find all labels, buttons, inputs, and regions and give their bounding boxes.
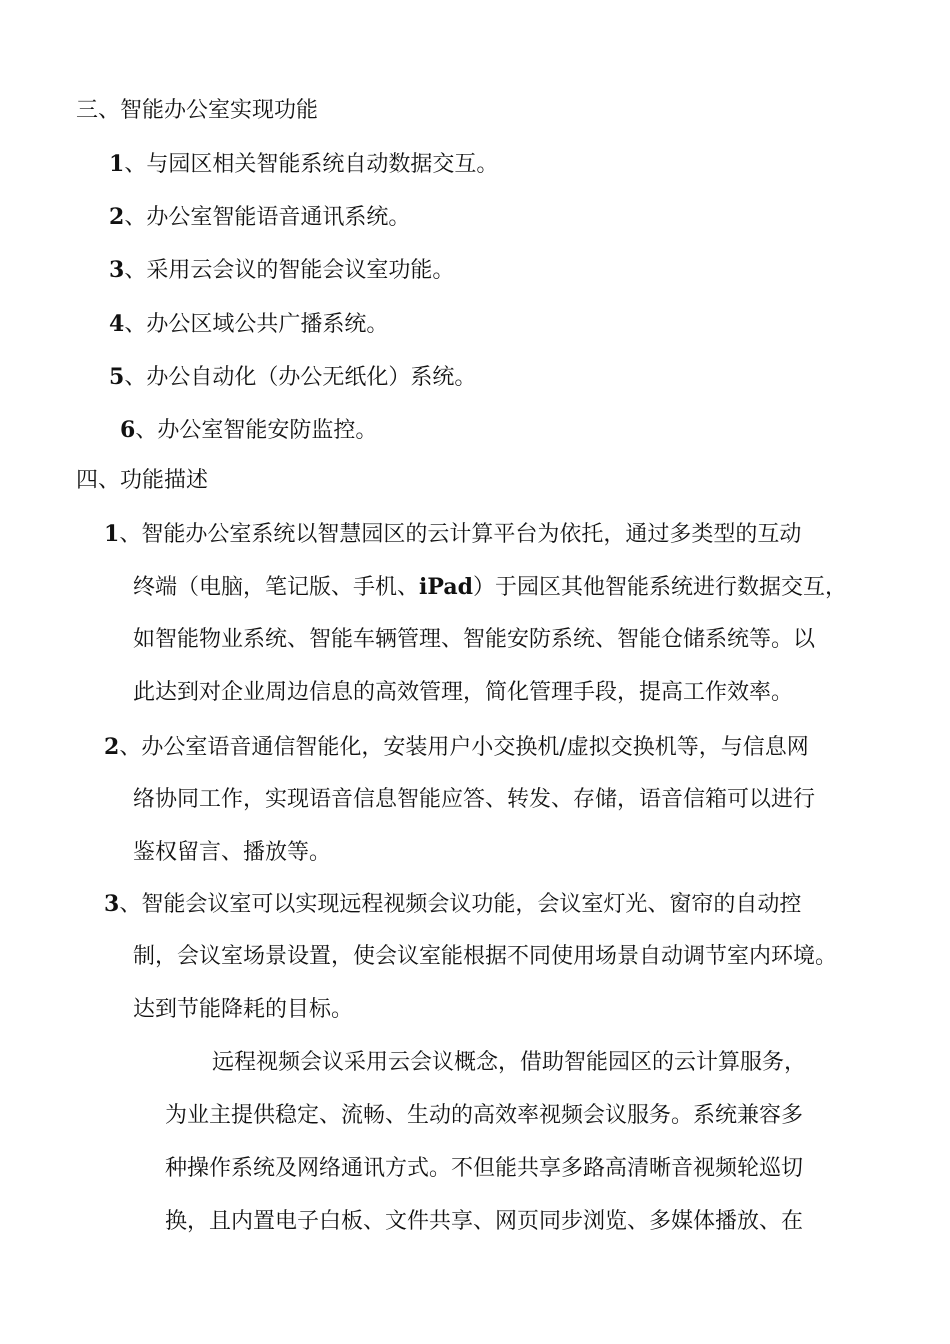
paragraph-line: 络协同工作，实现语音信息智能应答、转发、存储，语音信箱可以进行 [133, 787, 816, 812]
paragraph-text: ）于园区其他智能系统进行数据交互， [472, 575, 847, 600]
paragraph-line [133, 572, 847, 603]
paragraph-number: 3 [104, 891, 120, 917]
paragraph-line: 制，会议室场景设置，使会议室能根据不同使用场景自动调节室内环境。 [133, 944, 838, 969]
item-number: 2 [109, 204, 125, 230]
paragraph-text: 、智能办公室系统以智慧园区的云计算平台为依托，通过多类型的互动 [119, 522, 802, 547]
item-text: 、与园区相关智能系统自动数据交互。 [124, 152, 499, 177]
list-item [109, 202, 410, 233]
section-heading: 三、智能办公室实现功能 [76, 98, 319, 123]
section-heading: 四、功能描述 [76, 468, 209, 493]
item-number: 4 [109, 311, 125, 337]
list-item [109, 309, 388, 340]
paragraph-line [104, 732, 809, 763]
item-number: 3 [109, 257, 125, 283]
paragraph-line: 种操作系统及网络通讯方式。不但能共享多路高清晰音视频轮巡切 [165, 1156, 804, 1181]
paragraph-line [104, 889, 801, 920]
item-text: 、办公室智能安防监控。 [135, 418, 378, 443]
item-text: 、办公室智能语音通讯系统。 [124, 205, 411, 230]
item-text: 、办公自动化（办公无纸化）系统。 [124, 365, 477, 390]
item-text: 、办公区域公共广播系统。 [124, 312, 389, 337]
paragraph-line: 为业主提供稳定、流畅、生动的高效率视频会议服务。系统兼容多 [165, 1103, 804, 1128]
paragraph-line: 此达到对企业周边信息的高效管理，简化管理手段，提高工作效率。 [133, 680, 794, 705]
item-text: 、采用云会议的智能会议室功能。 [124, 258, 455, 283]
item-number: 6 [120, 417, 136, 443]
paragraph-line: 远程视频会议采用云会议概念，借助智能园区的云计算服务， [212, 1050, 807, 1075]
item-number: 1 [109, 151, 125, 177]
paragraph-number: 1 [104, 521, 120, 547]
list-item [120, 415, 377, 446]
paragraph-text: 终端（电脑，笔记版、手机、 [133, 575, 420, 600]
paragraph-line: 如智能物业系统、智能车辆管理、智能安防系统、智能仓储系统等。以 [133, 627, 816, 652]
list-item [109, 255, 454, 286]
item-number: 5 [109, 364, 125, 390]
paragraph-line [104, 519, 801, 550]
paragraph-text: 、智能会议室可以实现远程视频会议功能，会议室灯光、窗帘的自动控 [119, 892, 802, 917]
paragraph-line: 达到节能降耗的目标。 [133, 997, 354, 1022]
list-item [109, 149, 498, 180]
paragraph-line: 鉴权留言、播放等。 [133, 840, 332, 865]
list-item [109, 362, 476, 393]
paragraph-text: 、办公室语音通信智能化，安装用户小交换机/虚拟交换机等，与信息网 [119, 735, 809, 760]
device-name: iPad [419, 574, 473, 600]
paragraph-line: 换，且内置电子白板、文件共享、网页同步浏览、多媒体播放、在 [165, 1209, 804, 1234]
paragraph-number: 2 [104, 734, 120, 760]
